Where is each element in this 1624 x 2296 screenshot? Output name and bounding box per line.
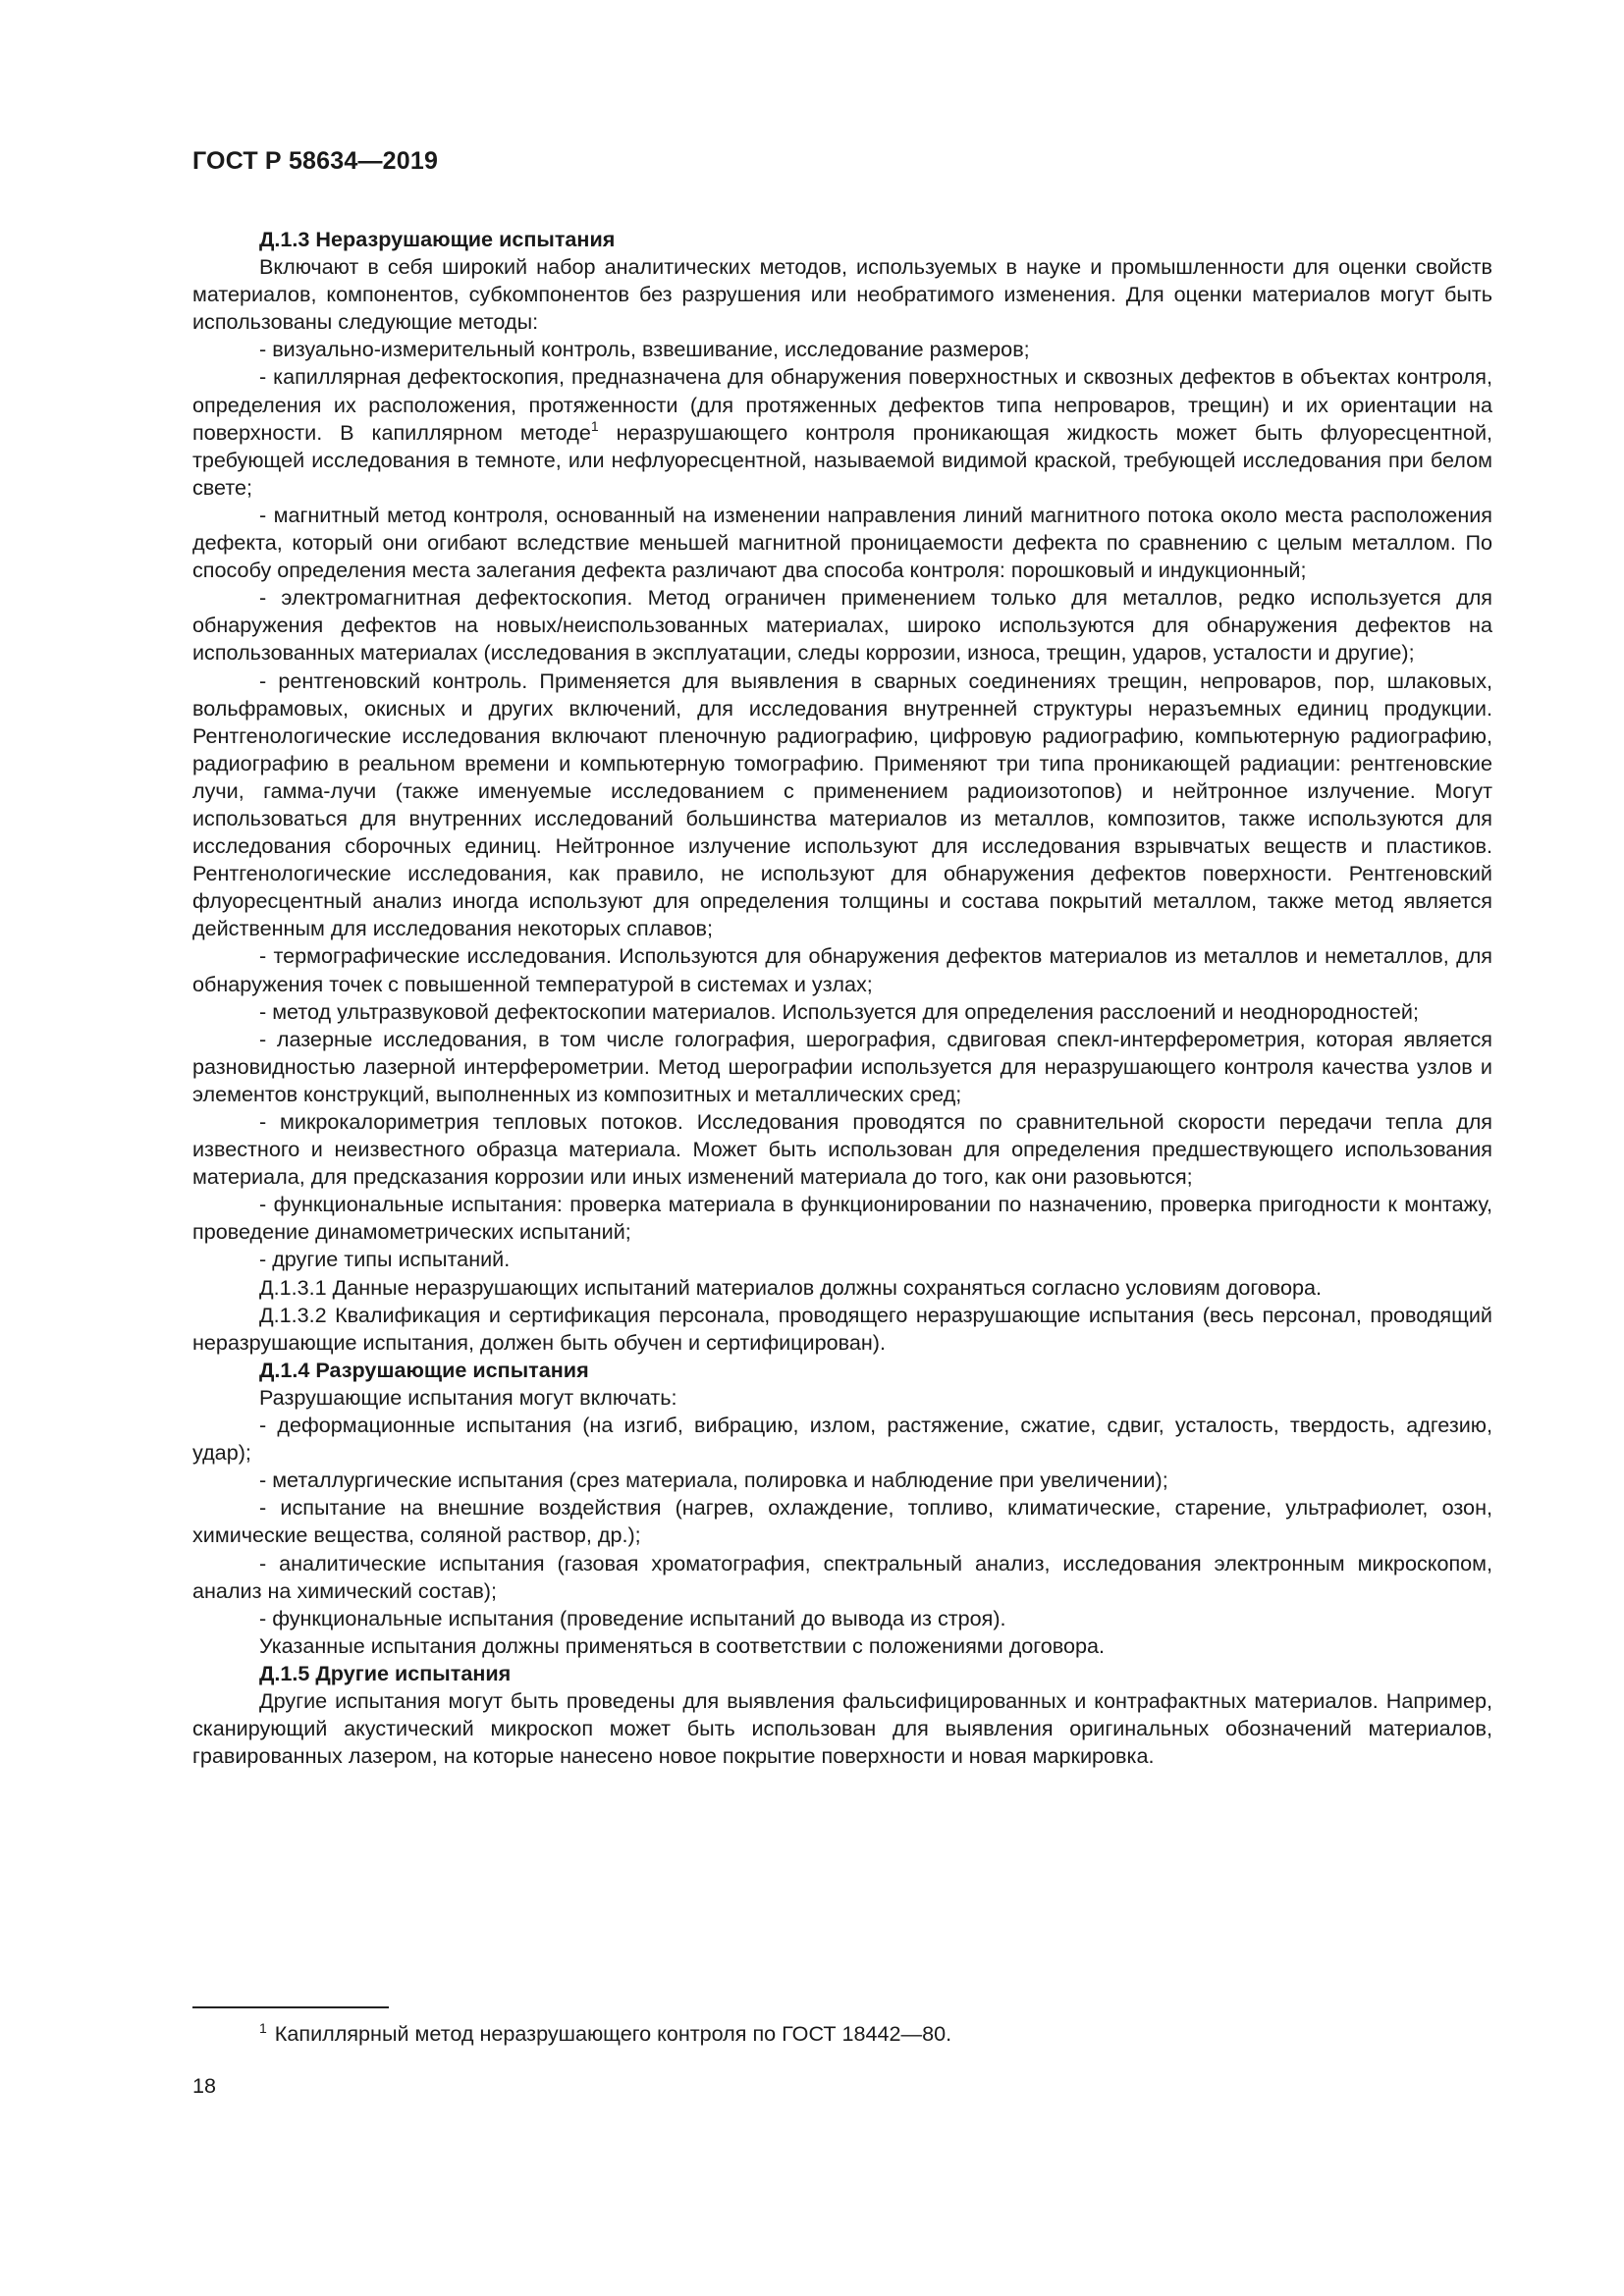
list-item-d14-2: - металлургические испытания (срез материала, полировка и наблюдение при увеличении); — [259, 1468, 1168, 1493]
footnote-mark: 1 — [259, 2020, 267, 2036]
list-item-d13-2 — [192, 363, 1492, 501]
list-item-d13-2-text-a: - капиллярная дефектоскопия, предназначена для обнаружения поверхностных и сквозных дефектов в объектах контроля, определения их расположения, протяженности (для протяженных дефектов типа непроваров, трещин) и их ориентации на поверхности. В капиллярном методе — [192, 364, 1492, 445]
paragraph-d131: Д.1.3.1 Данные неразрушающих испытаний материалов должны сохраняться согласно условиям договора. — [259, 1274, 1323, 1300]
page-number: 18 — [192, 2073, 217, 2098]
list-item-d13-2-text-b: неразрушающего контроля проникающая жидкость может быть флуоресцентной, требующей исследования в темноте, или нефлуоресцентной, называемой видимой краской, требующей исследования при белом свете; — [192, 419, 1493, 500]
list-item-d13-8: - лазерные исследования, в том числе голография, шерография, сдвиговая спекл-интерферометрия, которая является разновидностью лазерной интерферометрии. Метод шерографии используется для неразрушающего контроля качества узлов и элементов конструкций, выполненных из композитных и металлических сред; — [192, 1026, 1492, 1106]
section-title-d14: Д.1.4 Разрушающие испытания — [259, 1357, 589, 1382]
document-code-header: ГОСТ Р 58634—2019 — [192, 147, 439, 175]
footnote-reference-mark[interactable]: 1 — [590, 417, 599, 434]
paragraph-d132: Д.1.3.2 Квалификация и сертификация персонала, проводящего неразрушающие испытания (весь персонал, проводящий неразрушающие испытания, должен быть обучен и сертифицирован). — [192, 1302, 1492, 1355]
main-content — [192, 226, 1492, 1770]
paragraph-d14-intro: Разрушающие испытания могут включать: — [259, 1384, 677, 1410]
section-title-d13: Д.1.3 Неразрушающие испытания — [259, 227, 616, 251]
list-item-d13-9: - микрокалориметрия тепловых потоков. Исследования проводятся по сравнительной скорости передачи тепла для известного и неизвестного образца материала. Может быть использован для определения предшествующего использования материала, для предсказания коррозии или иных изменений материала до того, как они разовьются; — [192, 1109, 1492, 1190]
footnote-separator-line — [192, 2006, 389, 2008]
list-item-d13-6: - термографические исследования. Используются для обнаружения дефектов материалов из металлов и неметаллов, для обнаружения точек с повышенной температурой в системах и узлах; — [192, 943, 1492, 996]
list-item-d13-11: - другие типы испытаний. — [259, 1247, 511, 1272]
list-item-d14-4: - аналитические испытания (газовая хроматография, спектральный анализ, исследования электронным микроскопом, анализ на химический состав); — [192, 1550, 1492, 1603]
list-item-d13-10: - функциональные испытания: проверка материала в функционировании по назначению, проверка пригодности к монтажу, проведение динамометрических испытаний; — [192, 1192, 1492, 1245]
section-title-d15: Д.1.5 Другие испытания — [259, 1660, 512, 1685]
paragraph-d15: Другие испытания могут быть проведены для выявления фальсифицированных и контрафактных материалов. Например, сканирующий акустический микроскоп может быть использован для выявления оригинальных обозначений материалов, гравированных лазером, на которые нанесено новое покрытие поверхности и новая маркировка. — [192, 1687, 1492, 1769]
footnote — [259, 2020, 951, 2048]
list-item-d14-5: - функциональные испытания (проведение испытаний до вывода из строя). — [259, 1605, 1006, 1630]
list-item-d13-7: - метод ультразвуковой дефектоскопии материалов. Используется для определения расслоений и неоднородностей; — [259, 998, 1419, 1024]
list-item-d14-3: - испытание на внешние воздействия (нагрев, охлаждение, топливо, климатические, старение, ультрафиолет, озон, химические вещества, соляной раствор, др.); — [192, 1495, 1492, 1548]
list-item-d13-1: - визуально-измерительный контроль, взвешивание, исследование размеров; — [259, 337, 1030, 362]
paragraph-d13-intro: Включают в себя широкий набор аналитических методов, используемых в науке и промышленности для оценки свойств материалов, компонентов, субкомпонентов без разрушения или необратимого изменения. Для оценки материалов могут быть использованы следующие методы: — [192, 254, 1492, 335]
paragraph-d14-outro: Указанные испытания должны применяться в соответствии с положениями договора. — [259, 1632, 1105, 1658]
footnote-text: Капиллярный метод неразрушающего контроля по ГОСТ 18442—80. — [274, 2021, 952, 2046]
list-item-d13-3: - магнитный метод контроля, основанный на изменении направления линий магнитного потока около места расположения дефекта, который они огибают вследствие меньшей магнитной проницаемости дефекта по сравнению с целым металлом. По способу определения места залегания дефекта различают два способа контроля: порошковый и индукционный; — [192, 502, 1492, 583]
list-item-d13-5: - рентгеновский контроль. Применяется для выявления в сварных соединениях трещин, непроваров, пор, шлаковых, вольфрамовых, окисных и других включений, для исследования внутренней структуры неразъемных единиц продукции. Рентгенологические исследования включают пленочную радиографию, цифровую радиографию, компьютерную радиографию, радиографию в реальном времени и компьютерную томографию. Применяют три типа проникающей радиации: рентгеновские лучи, гамма-лучи (также именуемые исследованием с применением радиоизотопов) и нейтронное излучение. Могут использоваться для внутренних исследований большинства материалов из металлов, композитов, также используются для исследования сборочных единиц. Нейтронное излучение используют для исследования взрывчатых веществ и пластиков. Рентгенологические исследования, как правило, не используют для обнаружения дефектов поверхности. Рентгеновский флуоресцентный анализ иногда используют для определения толщины и состава покрытий металлом, также метод является действенным для исследования некоторых сплавов; — [192, 667, 1492, 941]
list-item-d14-1: - деформационные испытания (на изгиб, вибрацию, излом, растяжение, сжатие, сдвиг, усталость, твердость, адгезию, удар); — [192, 1413, 1492, 1466]
list-item-d13-4: - электромагнитная дефектоскопия. Метод ограничен применением только для металлов, редко используется для обнаружения дефектов на новых/неиспользованных материалах, широко используются для обнаружения дефектов на использованных материалах (исследования в эксплуатации, следы коррозии, износа, трещин, ударов, усталости и другие); — [192, 585, 1492, 666]
